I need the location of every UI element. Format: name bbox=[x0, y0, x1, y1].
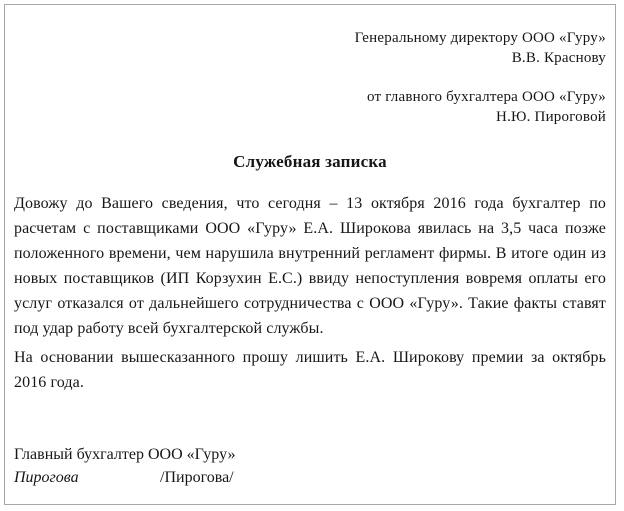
memo-title: Служебная записка bbox=[233, 152, 387, 171]
signature-transcript: /Пирогова/ bbox=[160, 469, 234, 486]
memo-paragraph-2: На основании вышесказанного прошу лишить Е.А. Широкову премии за октябрь 2016 года. bbox=[14, 349, 606, 391]
signature-position-line: Главный бухгалтер ООО «Гуру» bbox=[14, 446, 236, 463]
sender-title-line: от главного бухгалтера ООО «Гуру» bbox=[366, 89, 606, 105]
memo-document-frame bbox=[4, 4, 616, 505]
memo-paragraph-1: Довожу до Вашего сведения, что сегодня – 13 октября 2016 года бухгалтер по расчетам с поставщиками ООО «Гуру» Е.А. Широкова явилась на 3,5 часа позже положенного времени, чем нарушила внутренний регламент фирмы. В итоге один из новых поставщиков (ИП Корзухин Е.С.) ввиду непоступления вовремя оплаты его услуг отказался от дальнейшего сотрудничества с ООО «Гуру». Такие факты ставят под удар работу всей бухгалтерской службы. bbox=[14, 195, 606, 337]
memo-addressee-block bbox=[14, 29, 606, 127]
signature-handwritten: Пирогова bbox=[14, 469, 79, 486]
header-spacer bbox=[14, 68, 606, 88]
recipient-title-line: Генеральному директору ООО «Гуру» bbox=[354, 30, 606, 46]
signature-line bbox=[14, 466, 606, 489]
recipient-name-line: В.В. Краснову bbox=[511, 49, 606, 66]
sender-name-line: Н.Ю. Пироговой bbox=[496, 108, 606, 125]
signature-block bbox=[14, 443, 606, 489]
